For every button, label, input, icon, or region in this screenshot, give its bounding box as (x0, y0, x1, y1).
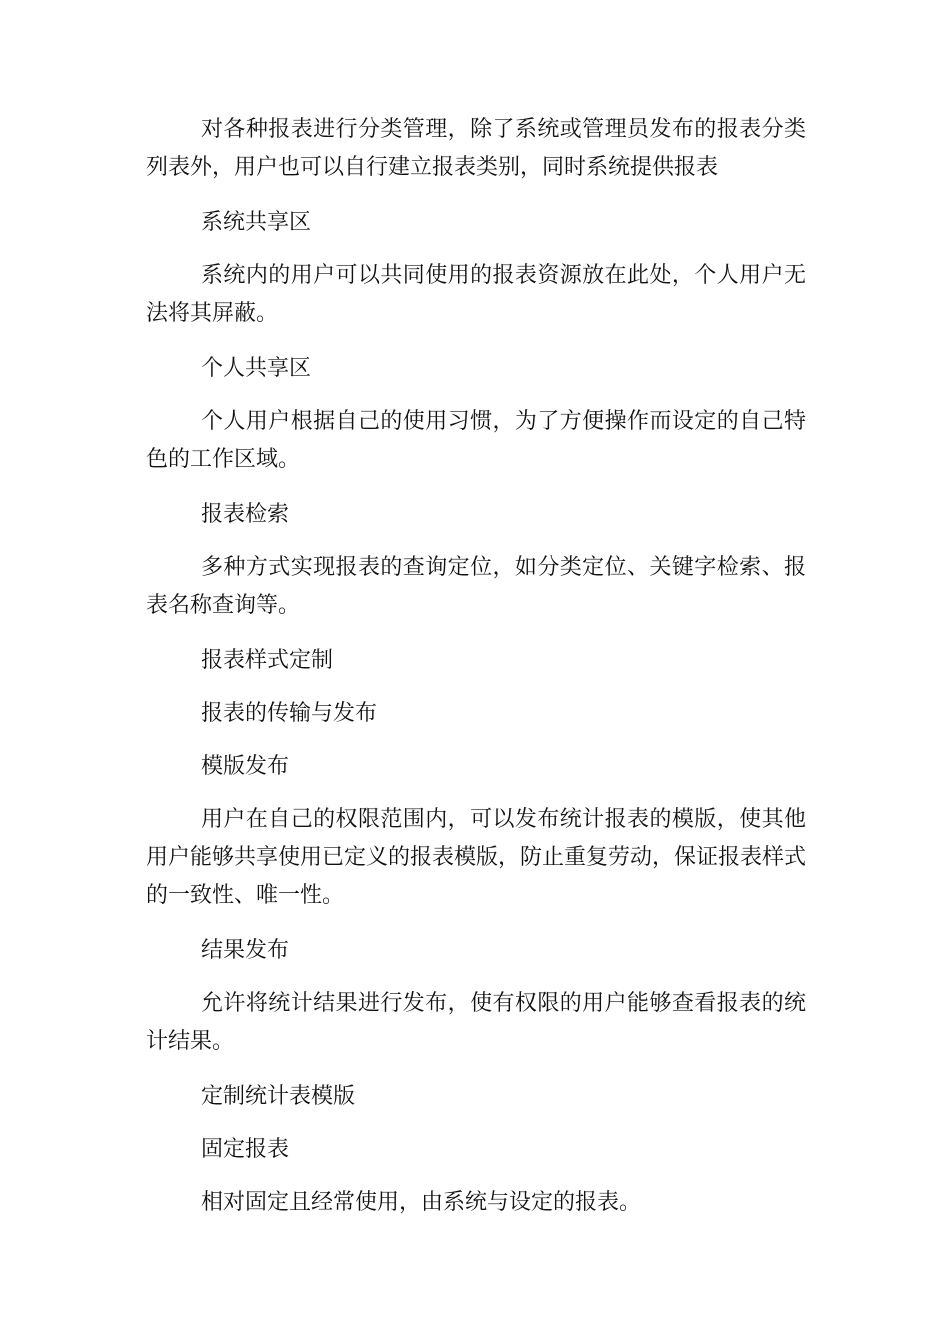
paragraph-template-publish: 用户在自己的权限范围内，可以发布统计报表的模版，使其他用户能够共享使用已定义的报表模版，防止重复劳动，保证报表样式的一致性、唯一性。 (146, 807, 807, 908)
heading-personal-shared-area: 个人共享区 (201, 356, 312, 381)
heading-report-search: 报表检索 (201, 502, 290, 527)
document-page (146, 111, 806, 1239)
heading-fixed-report: 固定报表 (201, 1137, 290, 1162)
heading-template-publish: 模版发布 (201, 754, 290, 779)
heading-report-style-customization: 报表样式定制 (201, 648, 334, 673)
paragraph-fixed-report: 相对固定且经常使用，由系统与设定的报表。 (201, 1190, 642, 1215)
heading-system-shared-area: 系统共享区 (201, 210, 312, 235)
paragraph-system-shared-area: 系统内的用户可以共同使用的报表资源放在此处，个人用户无法将其屏蔽。 (146, 263, 806, 326)
paragraph-personal-shared-area: 个人用户根据自己的使用习惯，为了方便操作而设定的自己特色的工作区域。 (146, 409, 806, 472)
heading-custom-template: 定制统计表模版 (201, 1084, 356, 1109)
paragraph-result-publish: 允许将统计结果进行发布，使有权限的用户能够查看报表的统计结果。 (146, 991, 806, 1054)
paragraph-report-classification: 对各种报表进行分类管理，除了系统或管理员发布的报表分类列表外，用户也可以自行建立报表类别，同时系统提供报表 (146, 117, 806, 180)
heading-report-transfer-publish: 报表的传输与发布 (201, 701, 378, 726)
heading-result-publish: 结果发布 (201, 938, 290, 963)
paragraph-report-search: 多种方式实现报表的查询定位，如分类定位、关键字检索、报表名称查询等。 (146, 555, 806, 618)
